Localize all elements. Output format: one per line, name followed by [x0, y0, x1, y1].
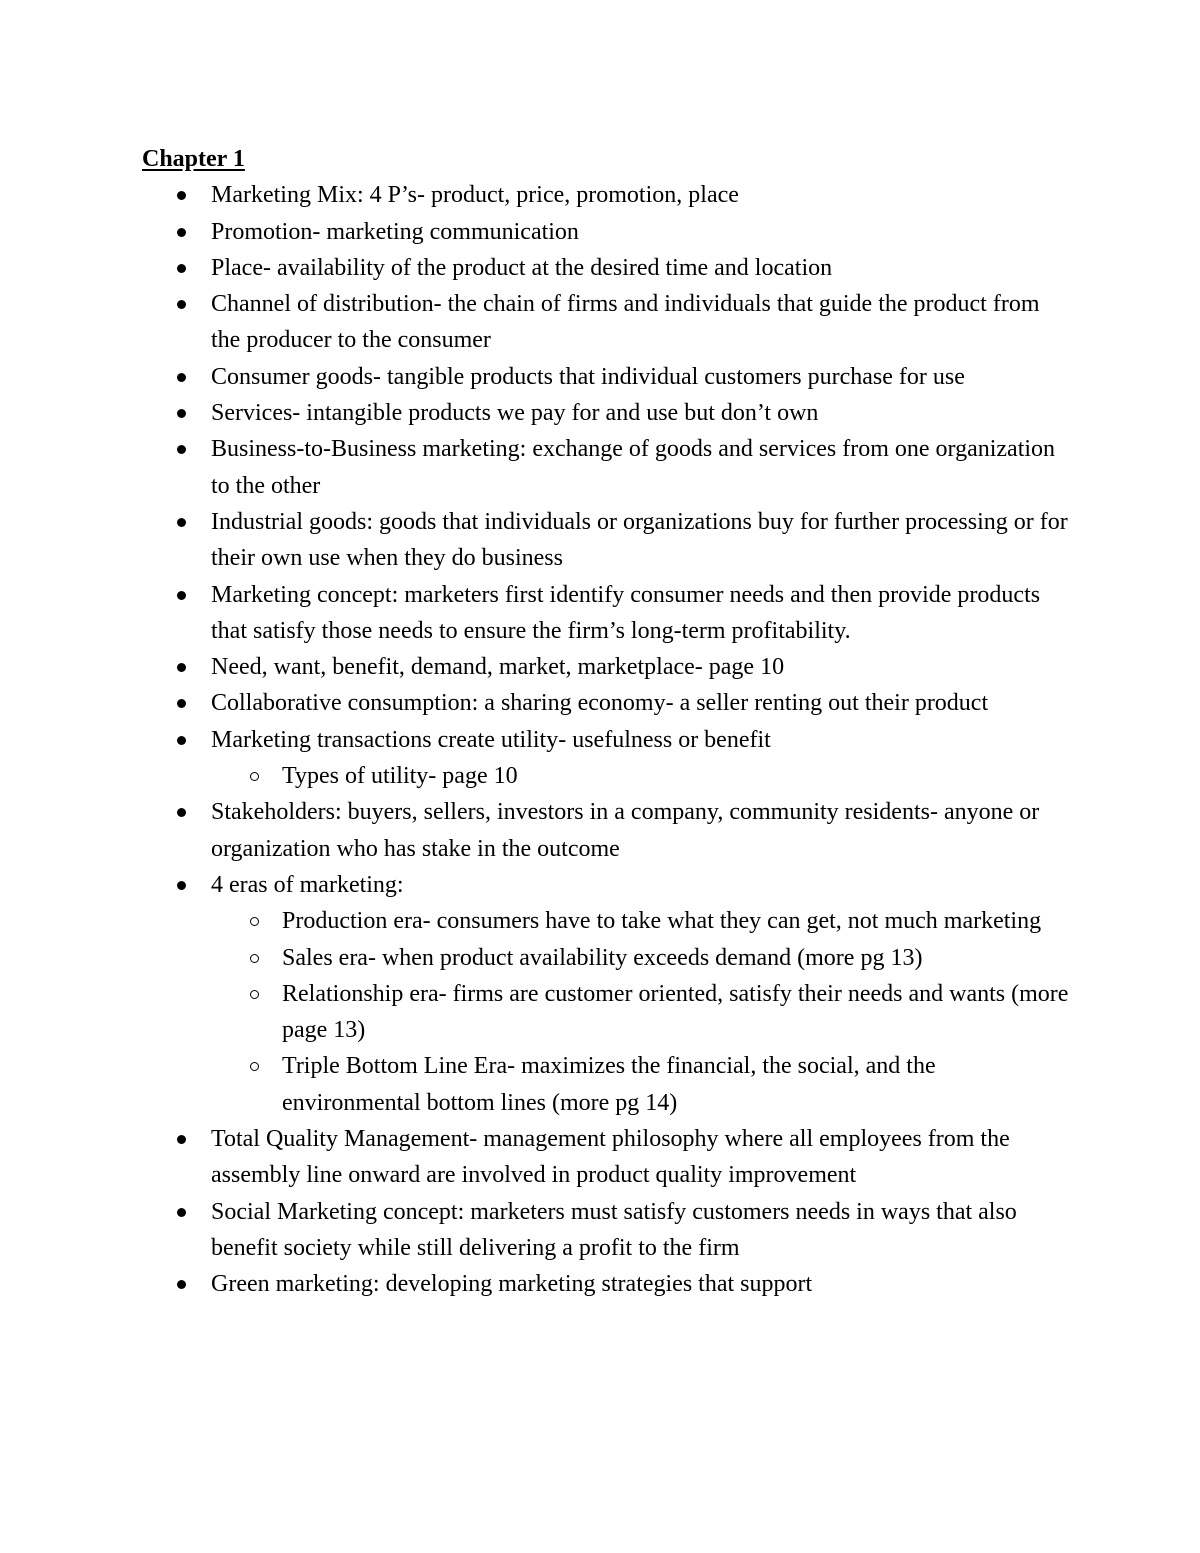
bullet-icon	[177, 699, 186, 708]
bullet-icon	[177, 1135, 186, 1144]
list-item-text: Marketing transactions create utility- usefulness or benefit	[211, 726, 771, 753]
bullet-icon	[177, 191, 186, 200]
sub-list-item	[211, 940, 1072, 976]
bullet-icon	[177, 1208, 186, 1217]
list-item	[142, 722, 1072, 795]
sub-list-item-text: Sales era- when product availability exceeds demand (more pg 13)	[282, 944, 923, 971]
bullet-icon	[177, 373, 186, 382]
list-item-text: Marketing concept: marketers first identify consumer needs and then provide products that satisfy those needs to ensure the firm’s long-term profitability.	[211, 581, 1041, 644]
hollow-bullet-icon	[250, 990, 259, 999]
list-item-text: 4 eras of marketing:	[211, 871, 404, 898]
hollow-bullet-icon	[250, 954, 259, 963]
bullet-icon	[177, 1280, 186, 1289]
list-item	[142, 1194, 1072, 1267]
list-item	[142, 395, 1072, 431]
list-item	[142, 577, 1072, 650]
sub-list-item-text: Relationship era- firms are customer oriented, satisfy their needs and wants (more page 13)	[282, 980, 1069, 1044]
bullet-icon	[177, 808, 186, 817]
sub-list-item-text: Types of utility- page 10	[282, 763, 518, 790]
list-item	[142, 177, 1072, 213]
notes-content	[142, 141, 1072, 1303]
list-item-text: Green marketing: developing marketing strategies that support	[211, 1271, 813, 1298]
list-item	[142, 649, 1072, 685]
list-item-text: Marketing Mix: 4 P’s- product, price, promotion, place	[211, 182, 739, 209]
list-item-text: Social Marketing concept: marketers must satisfy customers needs in ways that also benefit society while still delivering a profit to the firm	[211, 1198, 1017, 1261]
bullet-icon	[177, 591, 186, 600]
list-item	[142, 250, 1072, 286]
list-item-text: Business-to-Business marketing: exchange of goods and services from one organization to the other	[211, 436, 1056, 499]
bullet-list	[142, 177, 1072, 1302]
chapter-heading: Chapter 1	[142, 146, 245, 172]
hollow-bullet-icon	[250, 772, 259, 781]
list-item	[142, 685, 1072, 721]
list-item-text: Stakeholders: buyers, sellers, investors in a company, community residents- anyone or organization who has stake in the outcome	[211, 799, 1040, 862]
bullet-icon	[177, 445, 186, 454]
sub-list-item-text: Triple Bottom Line Era- maximizes the financial, the social, and the environmental bottom lines (more pg 14)	[282, 1053, 936, 1116]
sub-list-item	[211, 976, 1072, 1049]
list-item	[142, 214, 1072, 250]
list-item	[142, 431, 1072, 504]
list-item-text: Total Quality Management- management philosophy where all employees from the assembly line onward are involved in product quality improvement	[211, 1126, 1010, 1189]
list-item-text: Industrial goods: goods that individuals or organizations buy for further processing or for their own use when they do business	[211, 508, 1068, 572]
sub-list-eras	[211, 903, 1072, 1121]
list-item-text: Place- availability of the product at the desired time and location	[211, 254, 833, 281]
sub-list-item	[211, 758, 1072, 794]
sub-list-item	[211, 1048, 1072, 1121]
sub-list-utility	[211, 758, 1072, 794]
bullet-icon	[177, 736, 186, 745]
list-item	[142, 1266, 1072, 1302]
sub-list-item-text: Production era- consumers have to take what they can get, not much marketing	[282, 908, 1042, 935]
bullet-icon	[177, 300, 186, 309]
list-item-text: Promotion- marketing communication	[211, 218, 579, 245]
bullet-icon	[177, 409, 186, 418]
bullet-icon	[177, 663, 186, 672]
hollow-bullet-icon	[250, 917, 259, 926]
list-item	[142, 504, 1072, 577]
list-item	[142, 794, 1072, 867]
list-item	[142, 867, 1072, 1121]
list-item	[142, 1121, 1072, 1194]
hollow-bullet-icon	[250, 1062, 259, 1071]
bullet-icon	[177, 264, 186, 273]
bullet-icon	[177, 518, 186, 527]
list-item-text: Services- intangible products we pay for and use but don’t own	[211, 400, 819, 427]
list-item-text: Channel of distribution- the chain of firms and individuals that guide the product from the producer to the consumer	[211, 291, 1040, 354]
list-item-text: Consumer goods- tangible products that individual customers purchase for use	[211, 363, 965, 390]
list-item	[142, 286, 1072, 359]
sub-list-item	[211, 903, 1072, 939]
list-item-text: Collaborative consumption: a sharing economy- a seller renting out their product	[211, 690, 989, 717]
bullet-icon	[177, 228, 186, 237]
list-item	[142, 359, 1072, 395]
bullet-icon	[177, 881, 186, 890]
list-item-text: Need, want, benefit, demand, market, marketplace- page 10	[211, 654, 785, 681]
